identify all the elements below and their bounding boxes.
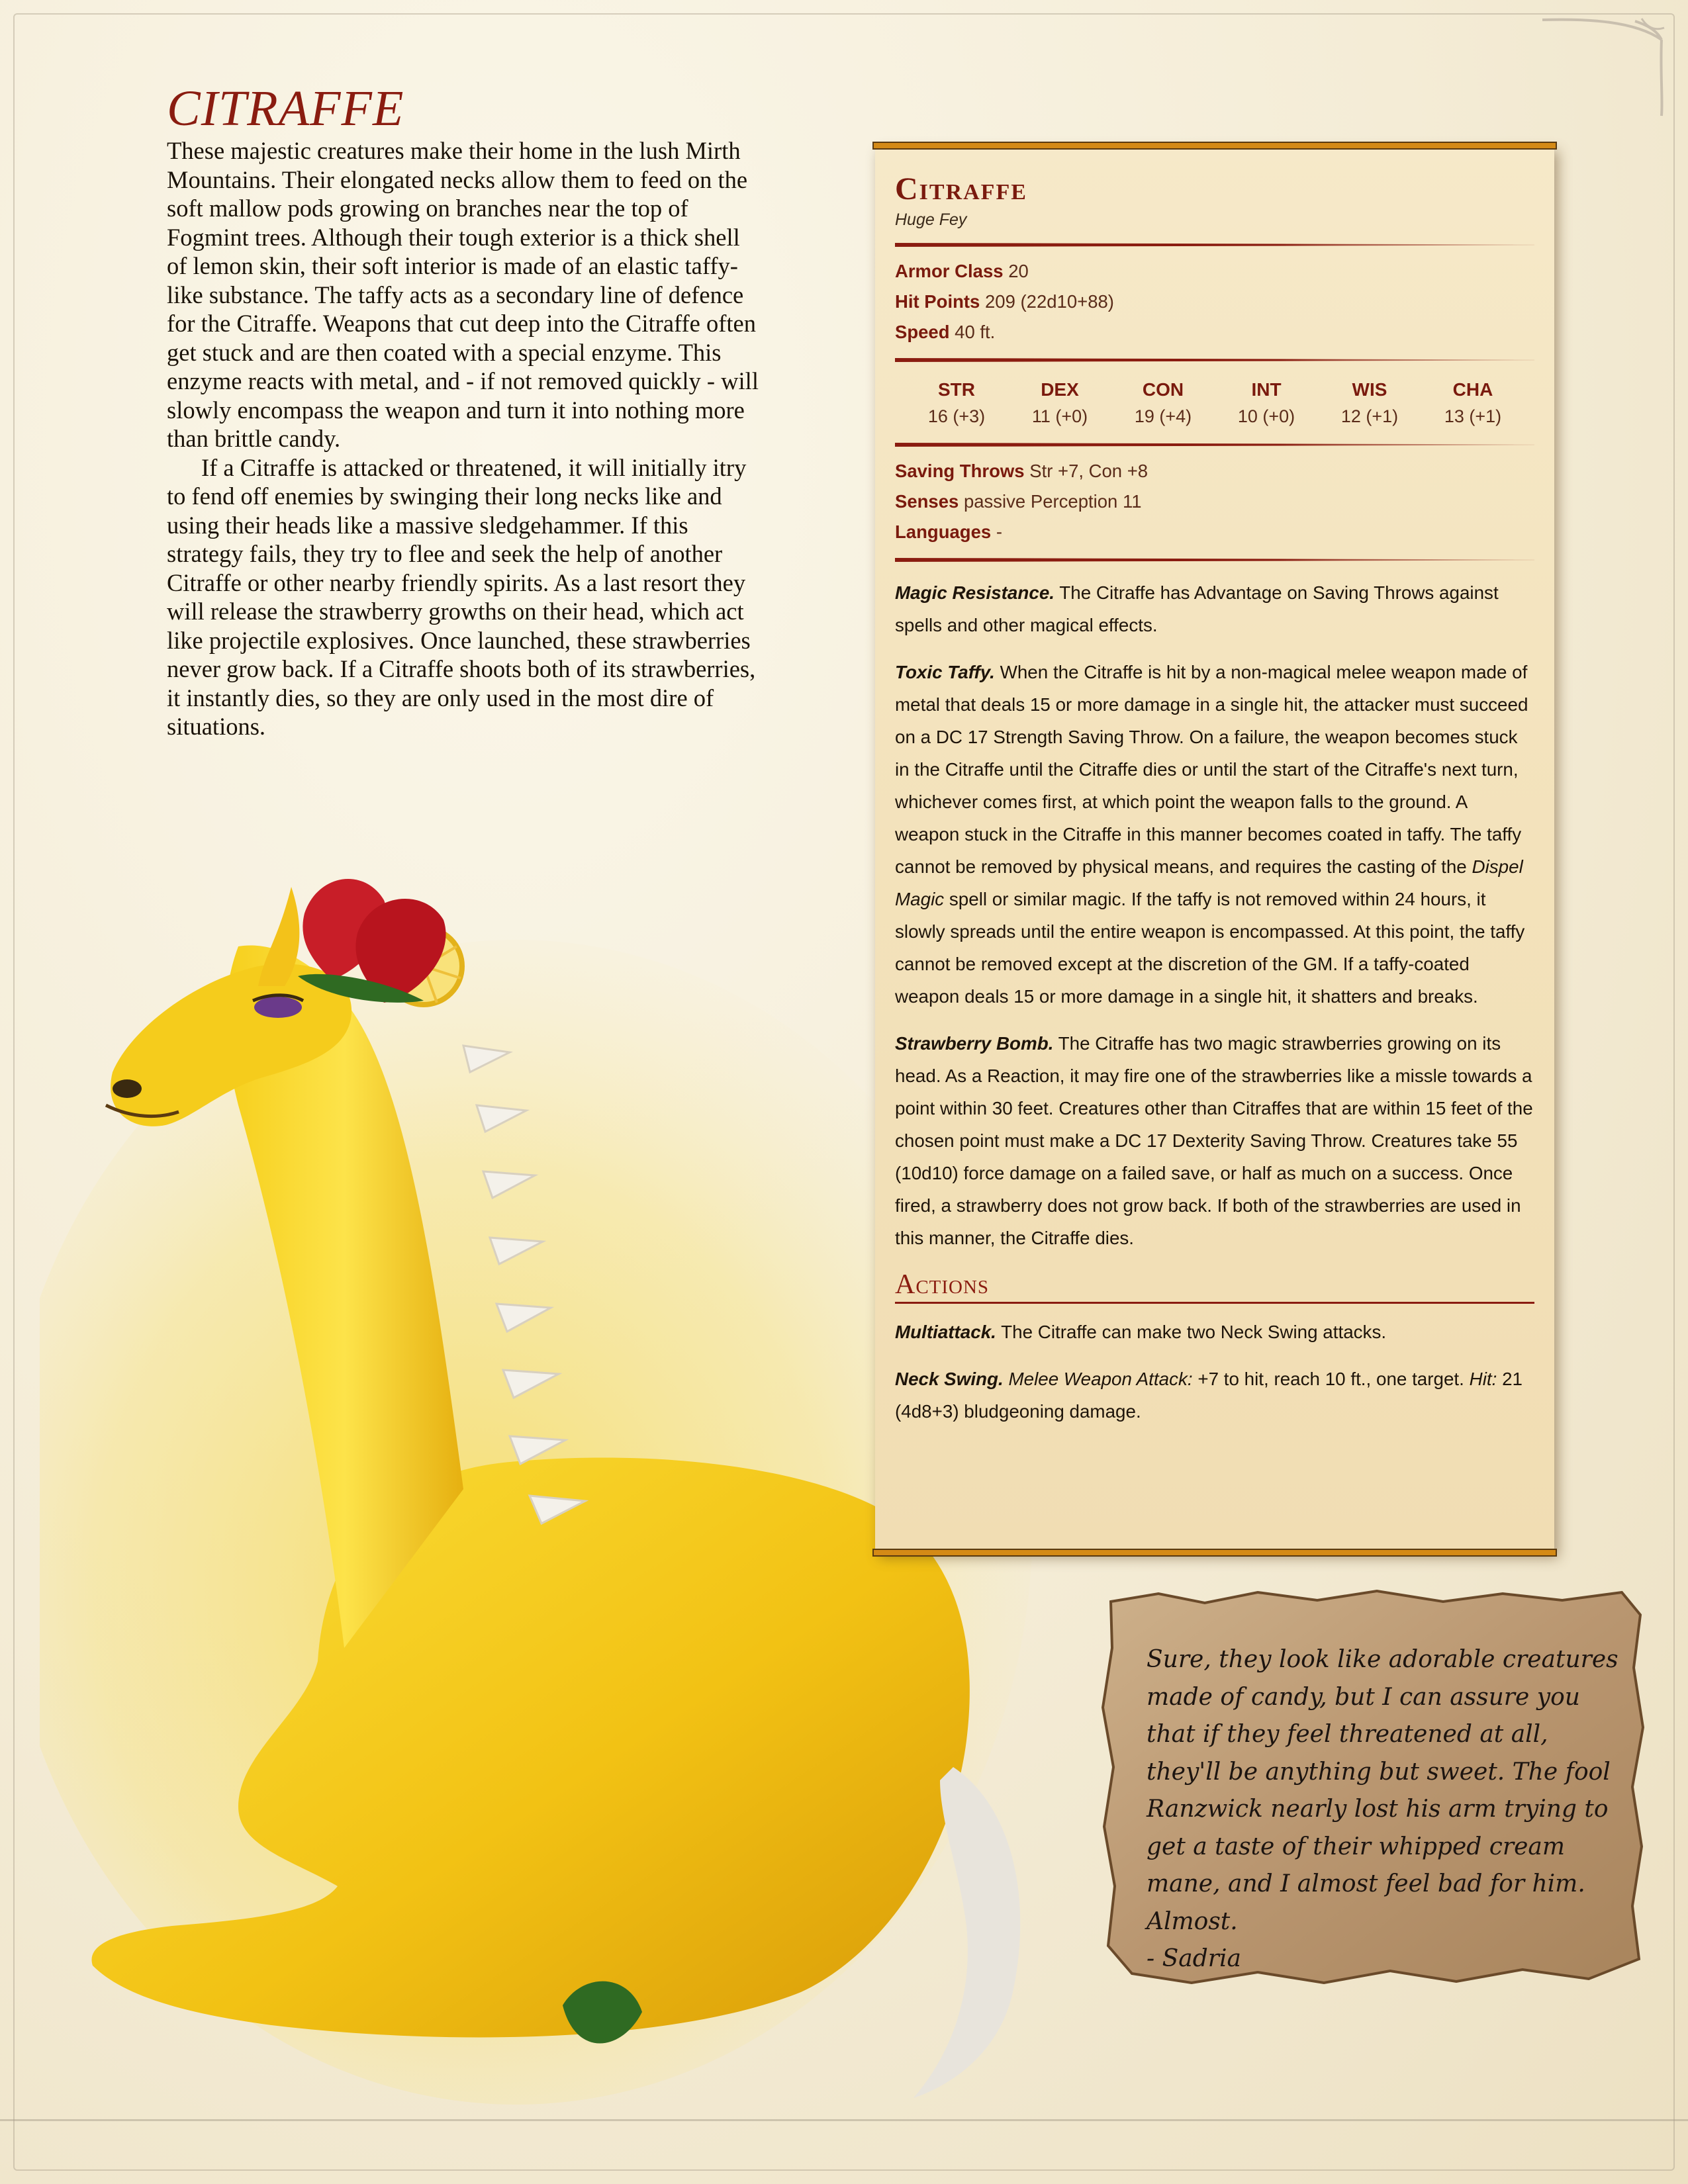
stat-block-bottom-bar [872, 1549, 1557, 1557]
lore-paragraph: If a Citraffe is attacked or threatened, it will initially itry to fend off enemies by swinging their long necks like and using their heads like a massive sledgehammer. If this strategy fails, they try to flee and seek the help of another Citraffe or other nearby friendly spirits. As a last resort they will release the strawberry growths on their head, which act like projectile explosives. Once launched, these strawberries never grow back. If a Citraffe shoots both of its strawberries, it instantly dies, so they are only used in the most dire of situations. [167, 453, 756, 740]
stat-block-top-bar [872, 142, 1557, 150]
ability-wis: WIS 12 (+1) [1340, 379, 1399, 426]
stat-block [875, 146, 1554, 1553]
divider [895, 1302, 1534, 1304]
lore-text [167, 136, 763, 741]
trait-toxic-taffy: Toxic Taffy. When the Citraffe is hit by a non-magical melee weapon made of metal that deals 15 or more damage in a single hit, the attacker must succeed on a DC 17 Strength Saving Throw. On a failure, the weapon becomes stuck in the Citraffe until the Citraffe dies or until the start of the Citraffe's next turn, whichever comes first, at which point the weapon falls to the ground. A weapon stuck in the Citraffe in this manner becomes coated in taffy. The taffy cannot be removed by physical means, and requires the casting of the Dispel Magic spell or similar magic. If the taffy is not removed within 24 hours, it slowly spreads until the entire weapon is encompassed. At this point, the taffy cannot be removed except at the discretion of the GM. If a taffy-coated weapon deals 15 or more damage in a single hit, it shatters and breaks. [895, 662, 1528, 1007]
action-neck-swing: Neck Swing. Melee Weapon Attack: +7 to hit, reach 10 ft., one target. Hit: 21 (4d8+3) bludgeoning damage. [895, 1369, 1523, 1422]
monster-title: CITRAFFE [167, 81, 404, 136]
ability-int: INT 10 (+0) [1237, 379, 1295, 426]
creature-type: Huge Fey [895, 210, 967, 229]
ability-dex: DEX 11 (+0) [1031, 379, 1088, 426]
action-multiattack: Multiattack. The Citraffe can make two Neck Swing attacks. [895, 1322, 1387, 1342]
parchment-note [1099, 1588, 1648, 1985]
saving-throws: Saving Throws Str +7, Con +8 [895, 461, 1149, 481]
speed: Speed 40 ft. [895, 322, 996, 342]
core-stats [895, 247, 1534, 358]
actions-heading: Actions [895, 1269, 990, 1300]
lore-column [167, 81, 763, 741]
armor-class: Armor Class 20 [895, 261, 1029, 281]
ability-con: CON 19 (+4) [1134, 379, 1192, 426]
lore-paragraph: These majestic creatures make their home in the lush Mirth Mountains. Their elongated necks allow them to feed on the soft mallow pods growing on branches near the top of Fogmint trees. Although their tough exterior is a thick shell of lemon skin, their soft interior is made of an elastic taffy-like substance. The taffy acts as a secondary line of defence for the Citraffe. Weapons that cut deep into the Citraffe often get stuck and are then coated with a special enzyme. This enzyme reacts with metal, and - if not removed quickly - will slowly encompass the weapon and turn it into nothing more than brittle candy. [167, 137, 759, 452]
trait-magic-resistance: Magic Resistance. The Citraffe has Advantage on Saving Throws against spells and other magical effects. [895, 582, 1499, 635]
senses: Senses passive Perception 11 [895, 491, 1142, 512]
note-quote: Sure, they look like adorable creatures made of candy, but I can assure you that if they feel threatened at all, they'll be anything but sweet. The fool Ranzwick nearly lost his arm trying to get a taste of their whipped cream mane, and I almost feel bad for him. Almost. [1147, 1646, 1618, 1935]
secondary-stats [895, 447, 1534, 558]
trait-strawberry-bomb: Strawberry Bomb. The Citraffe has two magic strawberries growing on its head. As a Reaction, it may fire one of the strawberries like a missle towards a point within 30 feet. Creatures other than Citraffes that are within 15 feet of the chosen point must make a DC 17 Dexterity Saving Throw. Creatures take 55 (10d10) force damage on a failed save, or half as much on a success. Once fired, a strawberry does not grow back. If both of the strawberries are used in this manner, the Citraffe dies. [895, 1033, 1533, 1248]
corner-flourish-icon [1536, 13, 1668, 119]
ability-str: STR 16 (+3) [927, 379, 986, 426]
hit-points: Hit Points 209 (22d10+88) [895, 291, 1114, 312]
traits [895, 562, 1534, 1254]
stat-block-name: Citraffe [895, 171, 1027, 206]
note-signature: - Sadria [1147, 1945, 1241, 1972]
note-text [1147, 1641, 1623, 1978]
languages: Languages - [895, 522, 1002, 542]
ability-cha: CHA 13 (+1) [1444, 379, 1502, 426]
ability-scores [895, 362, 1534, 443]
